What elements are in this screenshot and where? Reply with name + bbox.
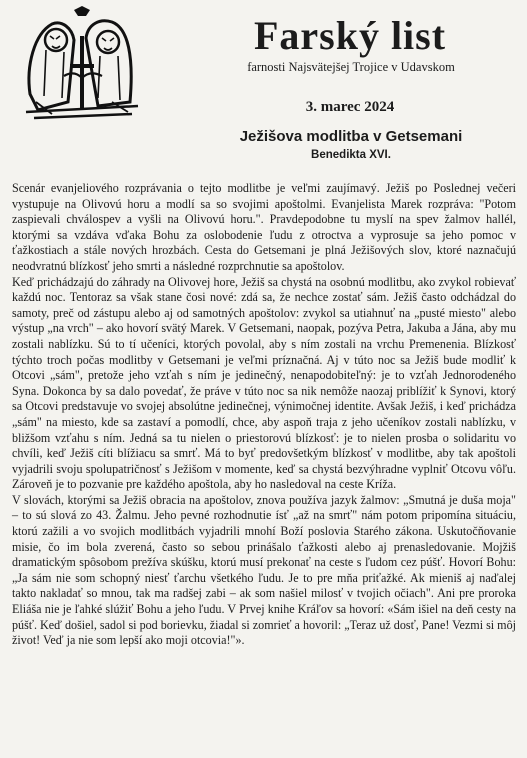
article-paragraph: Scenár evanjeliového rozprávania o tejto modlitbe je veľmi zaujímavý. Ježiš po Poslednej večeri vystupuje na Olivovú horu a modlí sa so svojimi apoštolmi. Evanjelista Marek rozpráva: "Potom zaspievali chválospev a vyšli na Olivovú horu.". Pravdepodobne tu myslí na spev žalmov hallél, ktorými sa vzdáva vďaka Bohu za oslobodenie ľudu z otroctva a vyprosuje sa jeho pomoc v ťažkostiach a stále nových hrozbách. Cesta do Getsemani je plná Ježišových slov, ktoré naznačujú neodvratnú blízkosť jeho smrti a následné rozprchnutie sa apoštolov. [12,181,516,273]
article-author: Benedikta XVI. [311,149,391,161]
newsletter-subtitle: farnosti Najsvätejšej Trojice v Udavskom [247,60,455,74]
holy-trinity-icon [16,6,148,124]
article-title: Ježišova modlitba v Getsemani [239,128,463,145]
article-paragraph: Keď prichádzajú do záhrady na Olivovej hore, Ježiš sa chystá na osobnú modlitbu, ako zvykol robievať každú noc. Tentoraz sa však stane čosi nové: zdá sa, že nechce zostať sám. Ježiš často odchádzal do samoty, preč od zástupu alebo aj od samotných apoštolov: zvykol sa utiahnuť na „pusté miesto" alebo výstup „na vrch" – ako hovorí svätý Marek. V Getsemani, naopak, pozýva Petra, Jakuba a Jána, aby mu zostali nablízku. Sú to tí učeníci, ktorých povolal, aby s ním zostali na vrchu Premenenia. Blízkosť týchto troch počas modlitby v Getsemani je veľmi príznačná. Aj v túto noc sa Ježiš bude modliť k Otcovi „sám", pretože jeho vzťah s ním je jedinečný, nenapodobiteľný: je to vzťah Jednorodeného Syna. Dokonca by sa dalo povedať, že práve v túto noc sa nik nemôže naozaj priblížiť k Synovi, ktorý sa Otcovi predstavuje vo svojej absolútne jedinečnej, výnimočnej identite. Avšak Ježiš, i keď prichádza „sám" na miesto, kde sa zastaví a pomodlí, chce, aby aspoň traja z jeho učeníkov zostali nablízku, v bližšom vzťahu s ním. Jedná sa tu nielen o priestorovú blízkosť: je to nielen prosba o solidaritu vo chvíli, keď Ježiš cíti blížiacu sa smrť. Má to byť predovšetkým blízkosť v modlitbe, aby tak apoštoli vyjadrili svoju spolupatričnosť s Ježišom v momente, keď sa chystá bezvýhradne vyplniť Otcovu vôľu. Zároveň je to pozvanie pre každého apoštola, aby ho nasledoval na ceste Kríža. [12,274,516,492]
article-body [12,181,516,649]
article-paragraph: V slovách, ktorými sa Ježiš obracia na apoštolov, znova používa jazyk žalmov: „Smutná je duša moja" – to sú slová zo 43. Žalmu. Jeho pevné rozhodnutie ísť „až na smrť" nám potom pripomína situáciu, ktorú zažili a vo svojich modlitbách vyjadrili mnohí Boží poslovia Starého zákona. Uskutočňovanie misie, čo im bola zverená, často so sebou prinášalo ťažkosti alebo aj prenasledovanie. Mojžiš dramatickým spôsobom prežíva skúšku, ktorú musí prekonať na ceste s ľudom cez púšť. Hovorí Bohu: „Ja sám nie som schopný niesť ťarchu všetkého ľudu. Je to pre mňa priťažké. Ak mieniš aj naďalej takto nakladať so mnou, tak ma radšej zabi – ak som našiel milosť v tvojich očiach". Ani pre proroka Eliáša nie je ľahké slúžiť Bohu a jeho ľudu. V Prvej knihe Kráľov sa hovorí: «Sám išiel na deň cesty na púšť. Keď došiel, sadol si pod borievku, žiadal si zomrieť a hovoril: „Teraz už dosť, Pane! Vezmi si môj život! Veď ja nie som lepší ako moji otcovia!"». [12,492,516,648]
newsletter-title: Farský list [253,13,447,58]
issue-date: 3. marec 2024 [305,99,395,115]
